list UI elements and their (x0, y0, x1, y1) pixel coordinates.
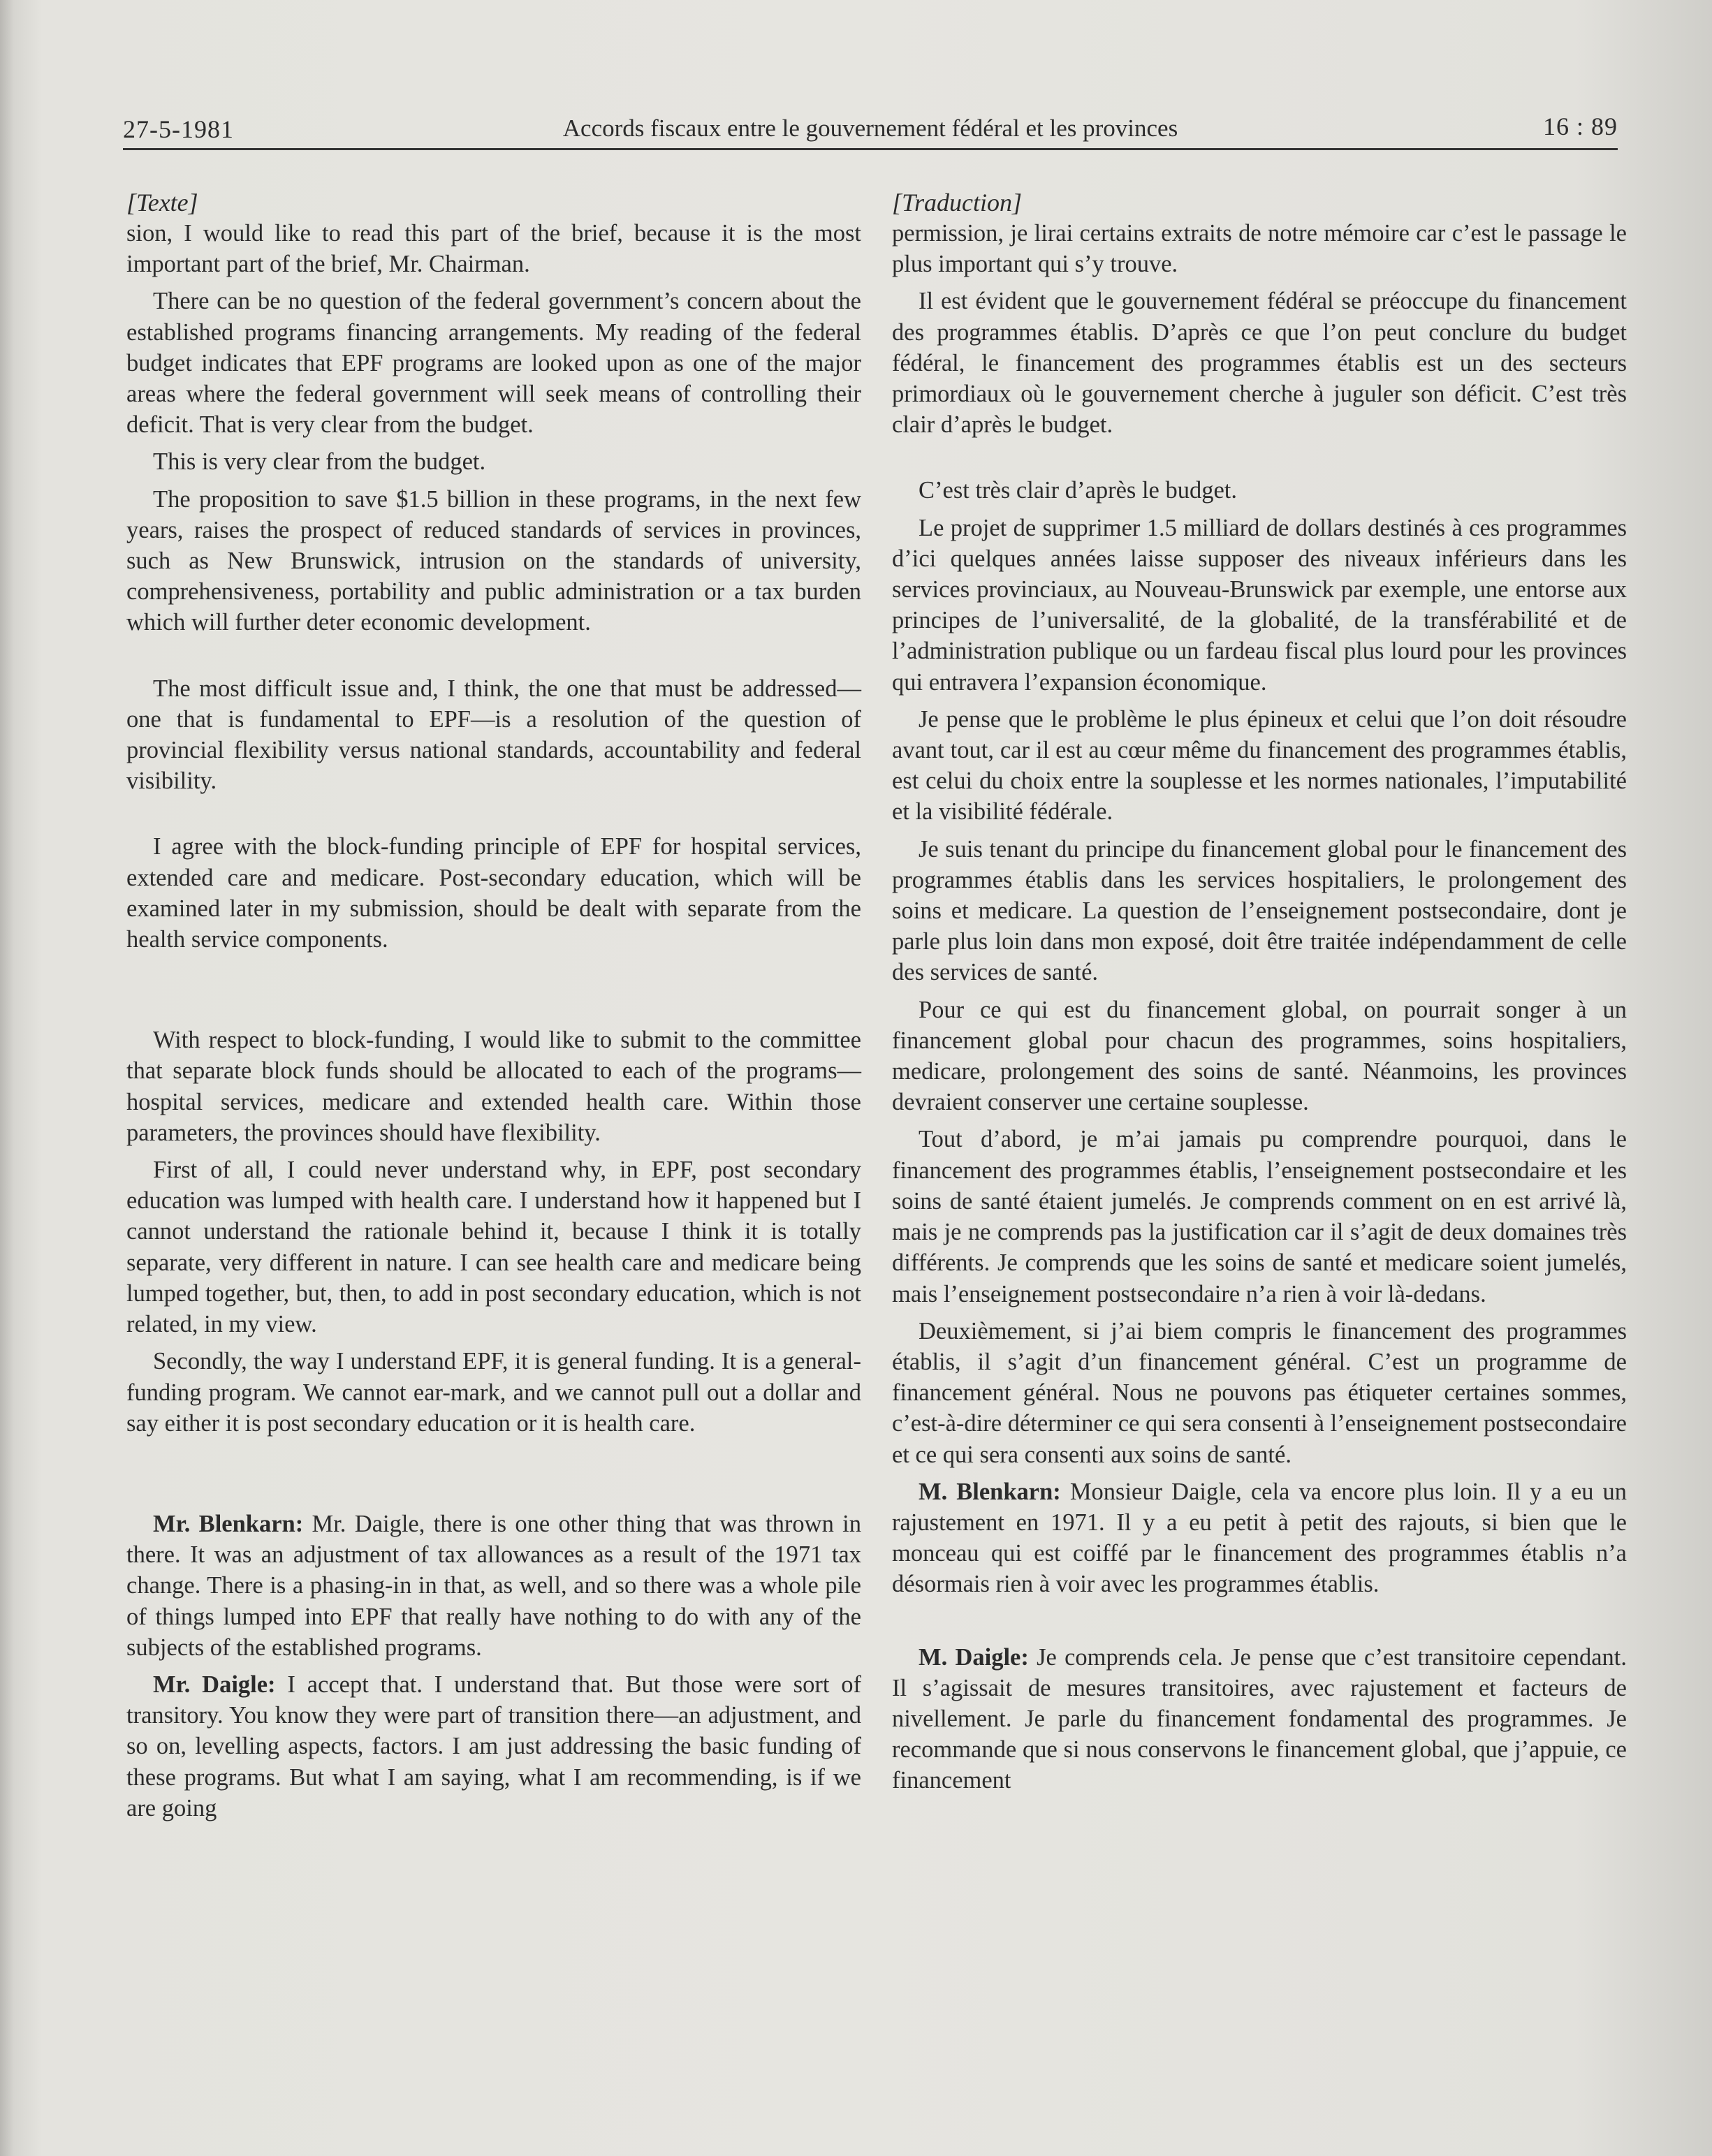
speech-text: Mr. Daigle, there is one other thing that was thrown in there. It was an adjustment of tax allowances as a result of the 1971 tax change. There is a phasing-in in that, as well, and so there was a whole pile of things lumped into EPF that really have nothing to do with any of the subjects of the established programs. (126, 1510, 861, 1661)
paragraph: Je pense que le problème le plus épineux et celui que l’on doit résoudre avant tout, car il est au cœur même du financement des programmes établis, est celui du choix entre la souplesse et les normes nationales, l’imputabilité et la visibilité fédérale. (892, 705, 1627, 826)
paragraph: I agree with the block-funding principle of EPF for hospital services, extended care and medicare. Post-secondary education, which will be examined later in my submission, should be dealt with separate from the health service components. (126, 833, 861, 953)
speech-text: Je comprends cela. Je pense que c’est transitoire cependant. Il s’agissait de mesures transitoires, avec rajustement et facteurs de nivellement. Je parle du financement fondamental des programmes. Je recommande que si nous conservons le financement global, que j’appuie, ce financement (892, 1643, 1627, 1794)
speaker-name: M. Blenkarn: (919, 1478, 1061, 1505)
column-label-traduction: [Traduction] (892, 189, 1023, 217)
english-column (126, 187, 861, 1824)
paragraph: Je suis tenant du principe du financement global pour le financement des programmes établis dans les services hospitaliers, le prolongement des soins et medicare. La question de l’enseignement postsecondaire, dont je parle plus loin dans mon exposé, doit être traitée indépendamment de celle des services de santé. (892, 835, 1627, 986)
paragraph: The most difficult issue and, I think, the one that must be addressed—one that is fundamental to EPF—is a resolution of the question of provincial flexibility versus national standards, accountability and federal visibility. (126, 675, 861, 795)
column-label-texte: [Texte] (126, 189, 198, 217)
paragraph: sion, I would like to read this part of the brief, because it is the most important part of the brief, Mr. Chairman. (126, 220, 861, 278)
speaker-name: Mr. Daigle: (153, 1671, 276, 1698)
paragraph: Tout d’abord, je m’ai jamais pu comprendre pourquoi, dans le financement des programmes établis, l’enseignement postsecondaire et les soins de santé étaient jumelés. Je comprends comment on en est arrivé là, mais je ne comprends pas la justification car il s’agit de deux domaines très différents. Je comprends que les soins de santé et medicare soient jumelés, mais l’enseignement postsecondaire n’a rien à voir là-dedans. (892, 1126, 1627, 1307)
french-column (892, 187, 1627, 1796)
speaker-paragraph (892, 1476, 1627, 1600)
speaker-name: M. Daigle: (919, 1643, 1029, 1671)
speaker-paragraph (126, 1669, 861, 1824)
speaker-paragraph (126, 1509, 861, 1663)
paragraph: C’est très clair d’après le budget. (919, 477, 1237, 504)
paragraph: Deuxièmement, si j’ai biem compris le financement des programmes établis, il s’agit d’un financement général. C’est un programme de financement général. Nous ne pouvons pas étiqueter certaines sommes, c’est-à-dire déterminer ce qui sera consenti à l’enseignement postsecondaire et ce qui sera consenti aux soins de santé. (892, 1317, 1627, 1468)
paragraph: Il est évident que le gouvernement fédéral se préoccupe du financement des programmes établis. D’après ce que l’on peut conclure du budget fédéral, le financement des programmes établis est un des secteurs primordiaux où le gouvernement cherche à juguler son déficit. C’est très clair d’après le budget. (892, 288, 1627, 439)
paragraph: Le projet de supprimer 1.5 milliard de dollars destinés à ces programmes d’ici quelques années laisse supposer des niveaux inférieurs dans les services provinciaux, au Nouveau-Brunswick par exemple, une entorse aux principes de l’universalité, de la globalité, de la transférabilité et de l’administration publique ou un fardeau fiscal plus lourd pour les provinces qui entravera l’expansion économique. (892, 514, 1627, 696)
paragraph: permission, je lirai certains extraits de notre mémoire car c’est le passage le plus important qui s’y trouve. (892, 220, 1627, 278)
header-title: Accords fiscaux entre le gouvernement fédéral et les provinces (562, 115, 1178, 142)
header-date: 27-5-1981 (123, 115, 234, 143)
paragraph: There can be no question of the federal government’s concern about the established programs financing arrangements. My reading of the federal budget indicates that EPF programs are looked upon as one of the major areas where the federal government will seek means of controlling their deficit. That is very clear from the budget. (126, 288, 861, 439)
paragraph: This is very clear from the budget. (153, 448, 486, 476)
speech-text: I accept that. I understand that. But those were sort of transitory. You know they were part of transition there—an adjustment, and so on, levelling aspects, factors. I am just addressing the basic funding of these programs. But what I am saying, what I am recommending, is if we are going (126, 1671, 862, 1821)
paragraph: Pour ce qui est du financement global, on pourrait songer à un financement global pour chacun des programmes, soins hospitaliers, medicare, prolongement des soins de santé. Néanmoins, les provinces devraient conserver une certaine souplesse. (892, 996, 1627, 1116)
speaker-paragraph (892, 1642, 1627, 1796)
paragraph: Secondly, the way I understand EPF, it is general funding. It is a general-funding program. We cannot ear-mark, and we cannot pull out a dollar and say either it is post secondary education or it is health care. (126, 1348, 861, 1437)
speech-text: Monsieur Daigle, cela va encore plus loin. Il y a eu un rajustement en 1971. Il y a eu petit à petit des rajouts, si bien que le monceau qui est coiffé par le financement des programmes établis n’a désormais rien à voir avec les programmes établis. (892, 1478, 1627, 1598)
speaker-name: Mr. Blenkarn: (153, 1510, 304, 1537)
paragraph: The proposition to save $1.5 billion in these programs, in the next few years, raises the prospect of reduced standards of services in provinces, such as New Brunswick, intrusion on the standards of university, comprehensiveness, portability and public administration or a tax burden which will further deter economic development. (126, 485, 861, 636)
paragraph: With respect to block-funding, I would like to submit to the committee that separate block funds should be allocated to each of the programs—hospital services, medicare and extended health care. Within those parameters, the provinces should have flexibility. (126, 1027, 861, 1146)
header-page-number: 16 : 89 (1542, 112, 1618, 140)
running-header (123, 112, 1618, 150)
paragraph: First of all, I could never understand why, in EPF, post secondary education was lumped with health care. I understand how it happened but I cannot understand the rationale behind it, because I think it is totally separate, very different in nature. I can see health care and medicare being lumped together, but, then, to add in post secondary education, which is not related, in my view. (126, 1157, 861, 1338)
